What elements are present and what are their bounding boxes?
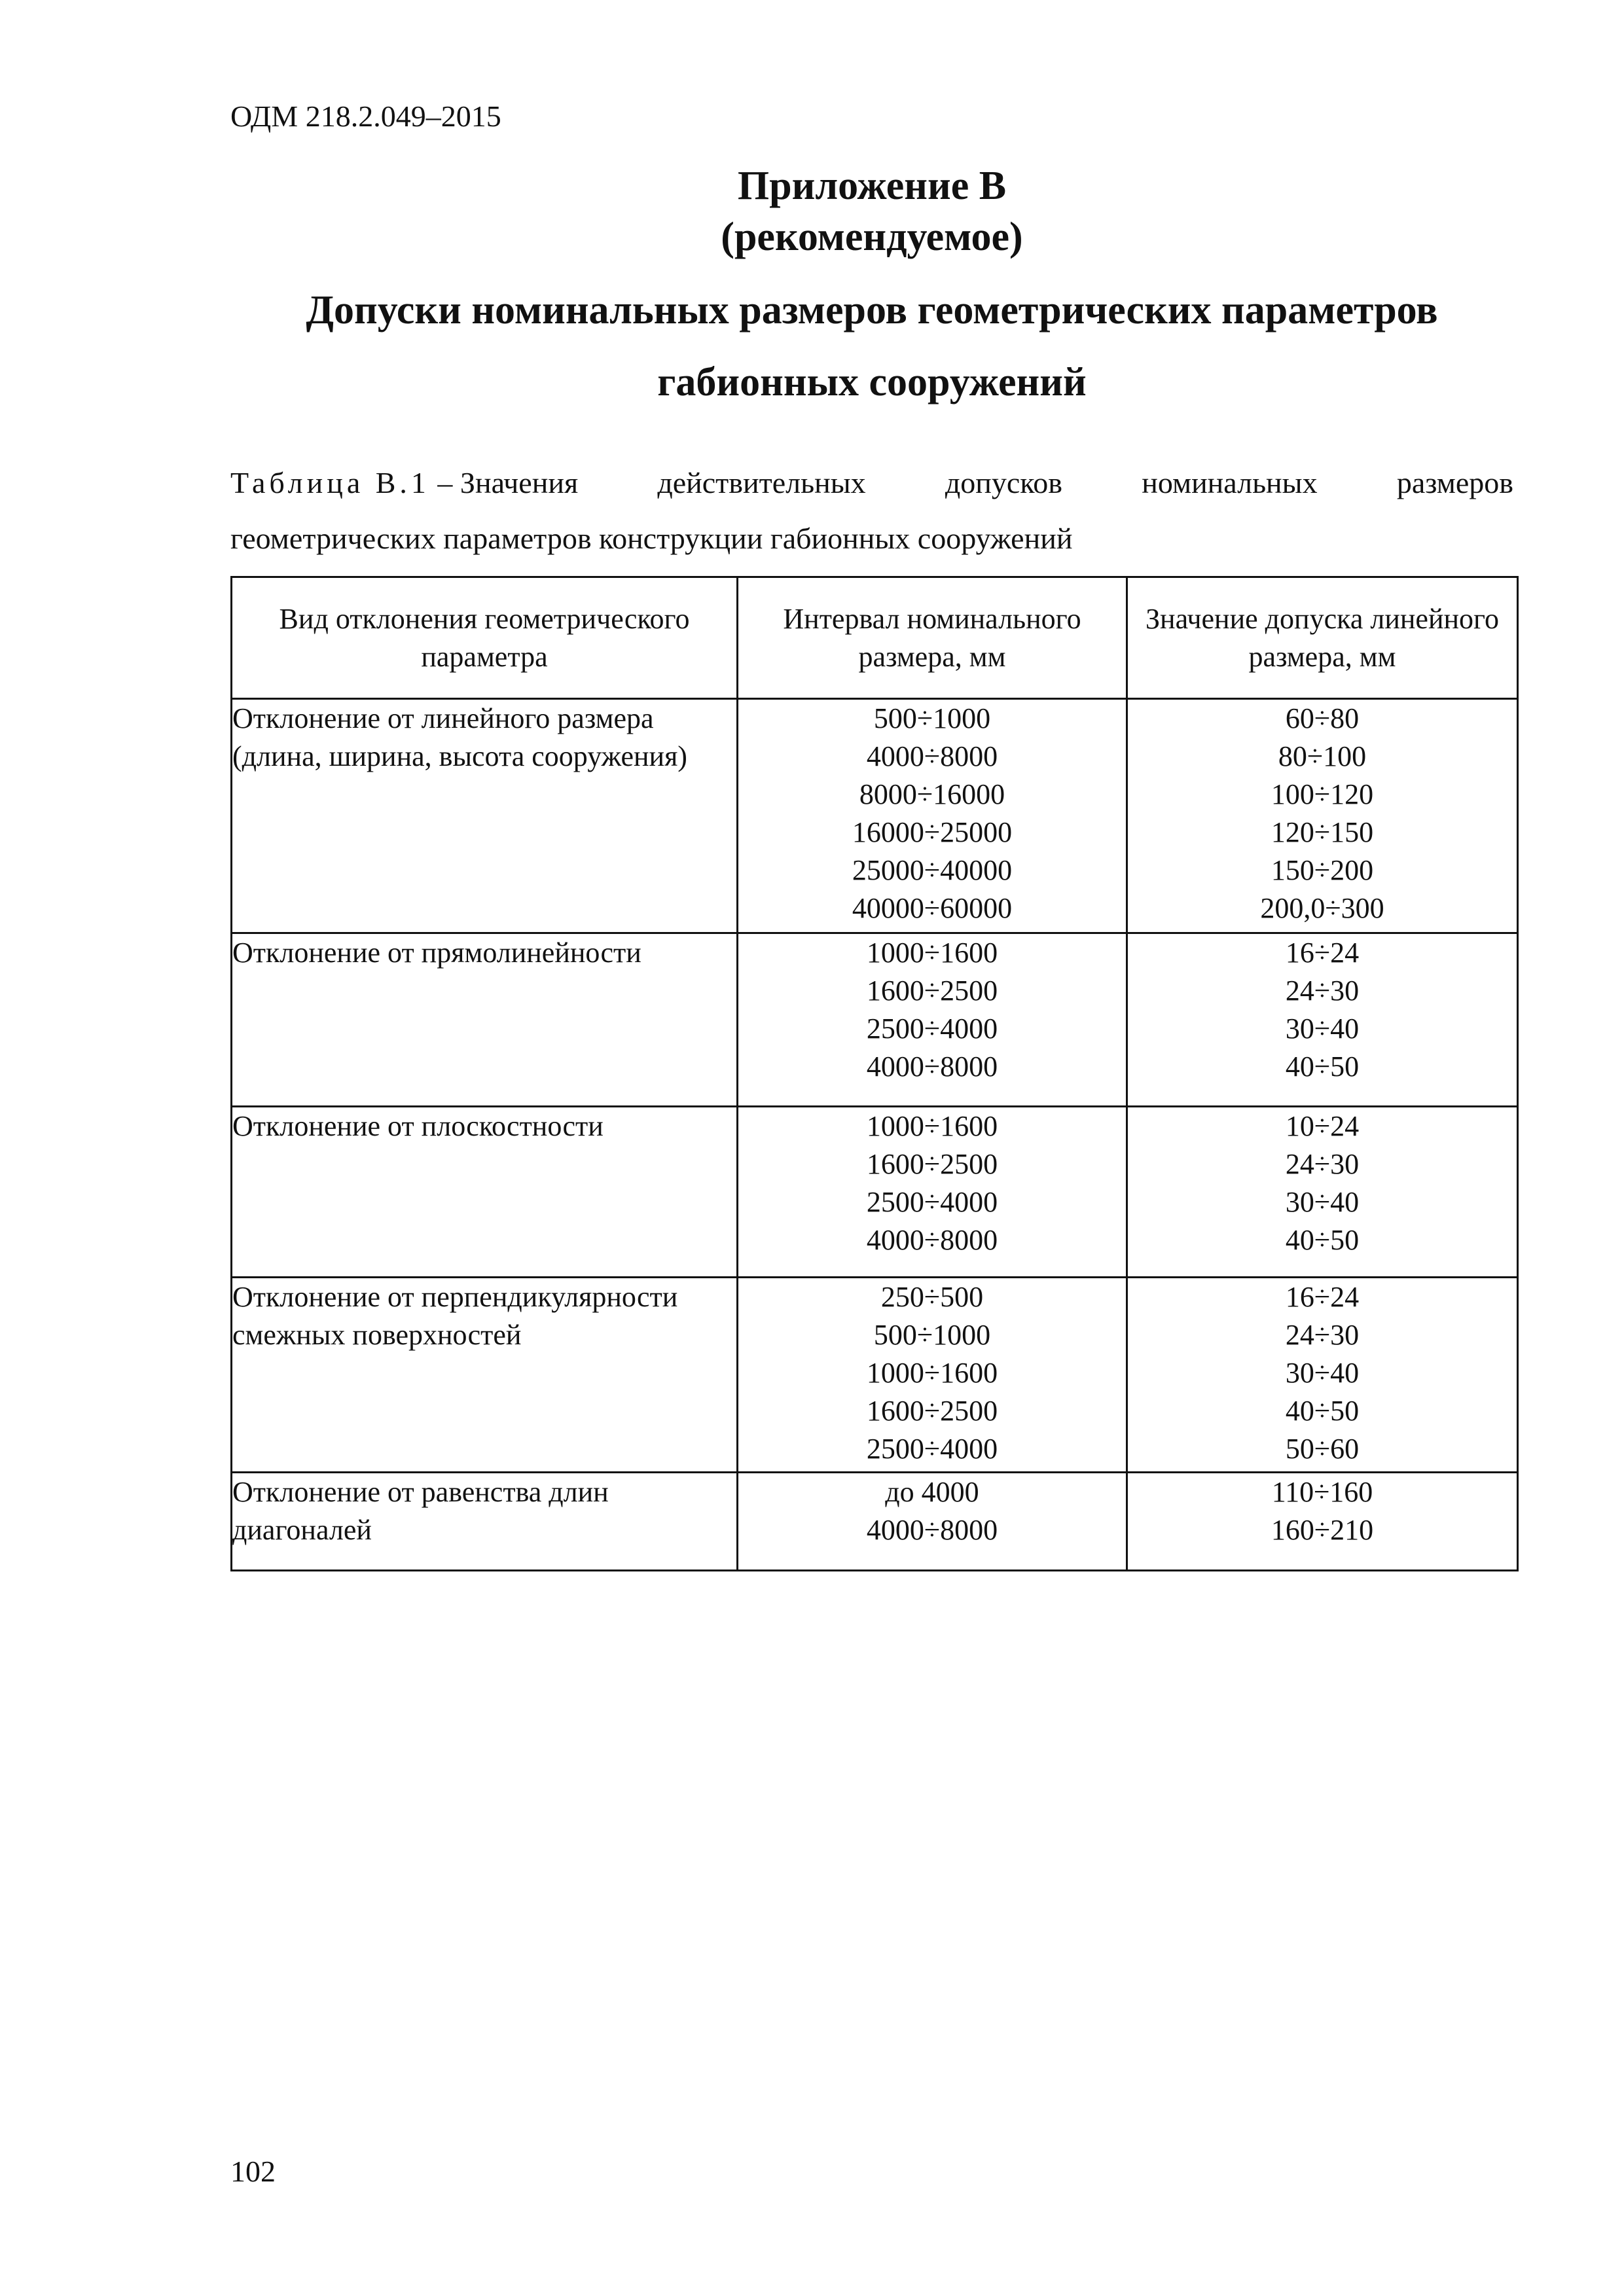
cell-intervals <box>738 1473 1127 1571</box>
appendix-status: (рекомендуемое) <box>721 215 1023 259</box>
interval-value: 500÷1000 <box>873 1319 991 1351</box>
tolerance-value: 24÷30 <box>1285 1319 1360 1351</box>
table-header-row <box>232 577 1518 699</box>
cell-parameter: Отклонение от плоскостности <box>232 1107 738 1278</box>
tolerance-value: 30÷40 <box>1285 1357 1360 1389</box>
tolerance-value: 200,0÷300 <box>1260 892 1384 924</box>
cell-tolerances <box>1127 699 1518 933</box>
table-row <box>232 1107 1518 1278</box>
cell-tolerances <box>1127 1107 1518 1278</box>
tolerance-value: 24÷30 <box>1285 1148 1360 1180</box>
table-row <box>232 1278 1518 1473</box>
interval-value: 4000÷8000 <box>866 1514 998 1546</box>
column-header-tolerance: Значение допуска линейного размера, мм <box>1127 577 1518 699</box>
cell-parameter: Отклонение от равенства длин диагоналей <box>232 1473 738 1571</box>
interval-value: 1000÷1600 <box>866 1110 998 1142</box>
table-caption-word: действительных <box>657 466 866 499</box>
table-caption-word: номинальных <box>1142 466 1318 499</box>
table-caption-continuation: геометрических параметров конструкции габионных сооружений <box>230 522 1073 555</box>
table-caption-word: – Значения <box>437 466 579 499</box>
interval-value: 500÷1000 <box>873 702 991 734</box>
table-caption-label: Таблица В.1 <box>230 466 430 499</box>
table-caption-word: допусков <box>945 466 1062 499</box>
tolerance-value: 150÷200 <box>1271 854 1374 886</box>
tolerance-value: 110÷160 <box>1271 1476 1373 1508</box>
tolerance-value: 40÷50 <box>1285 1050 1360 1083</box>
interval-value: 25000÷40000 <box>852 854 1013 886</box>
interval-value: 1600÷2500 <box>866 1148 998 1180</box>
interval-value: 16000÷25000 <box>852 816 1013 848</box>
interval-value: 4000÷8000 <box>866 740 998 772</box>
table-row <box>232 1473 1518 1571</box>
document-code: ОДМ 218.2.049–2015 <box>230 99 501 133</box>
interval-value: 1600÷2500 <box>866 1395 998 1427</box>
table-row <box>232 699 1518 933</box>
cell-tolerances <box>1127 933 1518 1107</box>
page-number: 102 <box>230 2155 276 2188</box>
tolerance-value: 40÷50 <box>1285 1224 1360 1256</box>
interval-value: 8000÷16000 <box>859 778 1005 810</box>
cell-parameter: Отклонение от перпендикулярности смежных поверхностей <box>232 1278 738 1473</box>
cell-parameter: Отклонение от линейного размера (длина, ширина, высота сооружения) <box>232 699 738 933</box>
cell-parameter: Отклонение от прямолинейности <box>232 933 738 1107</box>
tolerance-value: 24÷30 <box>1285 975 1360 1007</box>
cell-intervals <box>738 1107 1127 1278</box>
table-caption <box>230 465 1513 501</box>
tolerance-value: 30÷40 <box>1285 1013 1360 1045</box>
tolerance-value: 10÷24 <box>1285 1110 1360 1142</box>
tolerance-value: 30÷40 <box>1285 1186 1360 1218</box>
tolerance-value: 50÷60 <box>1285 1433 1360 1465</box>
interval-value: 250÷500 <box>880 1281 984 1313</box>
cell-intervals <box>738 699 1127 933</box>
appendix-title-line2: габионных сооружений <box>657 360 1087 404</box>
tolerance-value: 60÷80 <box>1285 702 1360 734</box>
tolerance-value: 120÷150 <box>1271 816 1374 848</box>
tolerance-value: 80÷100 <box>1278 740 1367 772</box>
tolerance-value: 16÷24 <box>1285 937 1360 969</box>
interval-value: 1000÷1600 <box>866 1357 998 1389</box>
cell-intervals <box>738 933 1127 1107</box>
column-header-parameter: Вид отклонения геометрического параметра <box>232 577 738 699</box>
table-row <box>232 933 1518 1107</box>
interval-value: 2500÷4000 <box>866 1013 998 1045</box>
table-caption-word: размеров <box>1396 466 1513 499</box>
appendix-title-line1: Допуски номинальных размеров геометрических параметров <box>306 288 1438 332</box>
interval-value: 2500÷4000 <box>866 1186 998 1218</box>
tolerance-value: 16÷24 <box>1285 1281 1360 1313</box>
interval-value: 4000÷8000 <box>866 1224 998 1256</box>
interval-value: до 4000 <box>885 1476 979 1508</box>
interval-value: 1000÷1600 <box>866 937 998 969</box>
cell-tolerances <box>1127 1473 1518 1571</box>
appendix-heading: Приложение В <box>737 164 1007 208</box>
cell-tolerances <box>1127 1278 1518 1473</box>
cell-intervals <box>738 1278 1127 1473</box>
interval-value: 1600÷2500 <box>866 975 998 1007</box>
interval-value: 2500÷4000 <box>866 1433 998 1465</box>
tolerance-value: 40÷50 <box>1285 1395 1360 1427</box>
interval-value: 4000÷8000 <box>866 1050 998 1083</box>
tolerance-value: 160÷210 <box>1271 1514 1374 1546</box>
column-header-interval: Интервал номинального размера, мм <box>738 577 1127 699</box>
interval-value: 40000÷60000 <box>852 892 1013 924</box>
tolerance-table <box>230 576 1519 1571</box>
tolerance-value: 100÷120 <box>1271 778 1374 810</box>
